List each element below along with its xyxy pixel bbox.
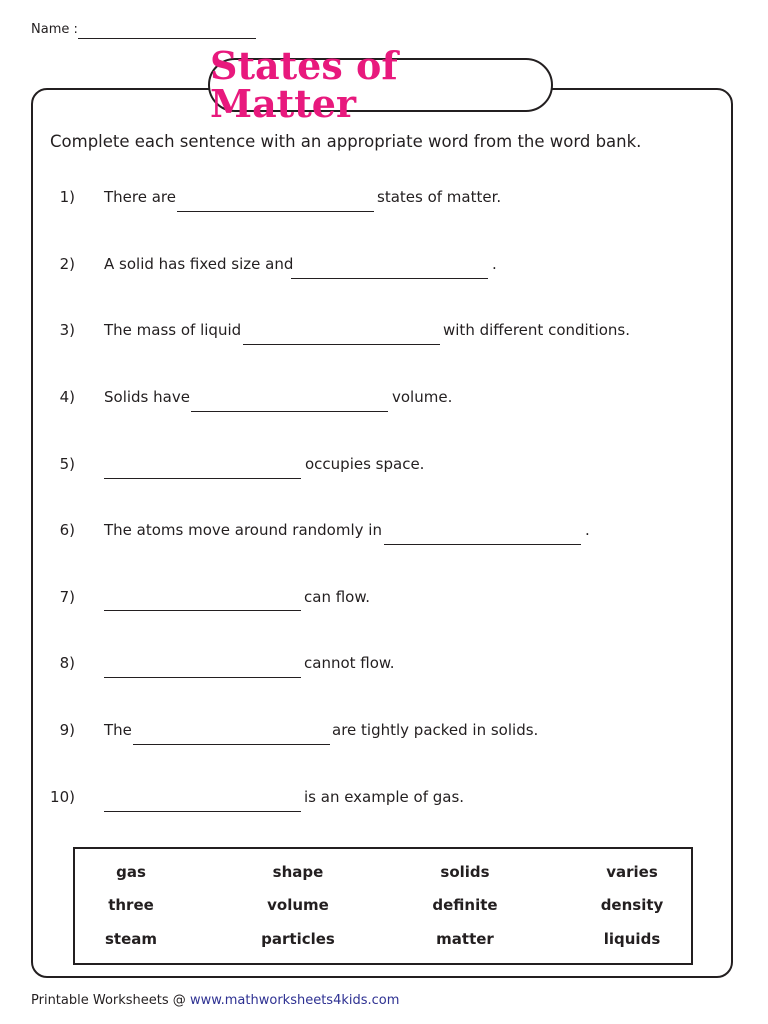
answer-blank[interactable] [243, 344, 440, 345]
question-number: 1) [59, 188, 75, 206]
footer [31, 993, 399, 1008]
question-number: 7) [59, 588, 75, 606]
word-bank-item: matter [436, 930, 494, 948]
question-text-before: The mass of liquid [104, 321, 242, 339]
question-text-after: . [492, 255, 497, 273]
word-bank-item: three [108, 896, 154, 914]
title-banner [208, 43, 553, 126]
question-number: 10) [50, 788, 75, 806]
footer-label: Printable Worksheets @ [31, 993, 186, 1008]
question-number: 2) [59, 255, 75, 273]
instruction-text: Complete each sentence with an appropriate word from the word bank. [50, 132, 642, 151]
question-number: 4) [59, 388, 75, 406]
question-text-before: There are [104, 188, 176, 206]
word-bank-item: particles [261, 930, 335, 948]
question-text-after: can flow. [304, 588, 370, 606]
question-number: 6) [59, 521, 75, 539]
word-bank-item: gas [116, 863, 146, 881]
word-bank [73, 847, 693, 965]
answer-blank[interactable] [191, 411, 388, 412]
name-label: Name : [31, 22, 78, 37]
question-number: 8) [59, 654, 75, 672]
footer-link[interactable]: www.mathworksheets4kids.com [189, 993, 400, 1008]
question-text-before: The atoms move around randomly in [104, 521, 382, 539]
name-field[interactable] [78, 38, 256, 39]
question-text-after: . [585, 521, 590, 539]
word-bank-item: volume [267, 896, 329, 914]
question-text-after: with different conditions. [443, 321, 631, 339]
question-number: 9) [59, 721, 75, 739]
word-bank-item: shape [272, 863, 324, 881]
word-bank-item: solids [440, 863, 490, 881]
word-bank-item: definite [432, 896, 498, 914]
answer-blank[interactable] [291, 278, 488, 279]
answer-blank[interactable] [133, 744, 330, 745]
page-title: States of Matter [210, 43, 398, 126]
answer-blank[interactable] [384, 544, 581, 545]
question-text-before: The [104, 721, 132, 739]
question-text-before: Solids have [104, 388, 190, 406]
question-number: 3) [59, 321, 75, 339]
word-bank-item: steam [104, 930, 158, 948]
answer-blank[interactable] [104, 677, 301, 678]
question-text-after: is an example of gas. [304, 788, 465, 806]
question-text-after: volume. [392, 388, 453, 406]
word-bank-item: density [600, 896, 664, 914]
word-bank-item: liquids [603, 930, 661, 948]
answer-blank[interactable] [177, 211, 374, 212]
question-text-after: cannot flow. [304, 654, 395, 672]
answer-blank[interactable] [104, 811, 301, 812]
question-number: 5) [59, 455, 75, 473]
answer-blank[interactable] [104, 478, 301, 479]
question-text-after: states of matter. [377, 188, 502, 206]
question-text-after: occupies space. [305, 455, 425, 473]
question-text-after: are tightly packed in solids. [332, 721, 539, 739]
answer-blank[interactable] [104, 610, 301, 611]
word-bank-item: varies [606, 863, 658, 881]
question-text-before: A solid has fixed size and [104, 255, 294, 273]
